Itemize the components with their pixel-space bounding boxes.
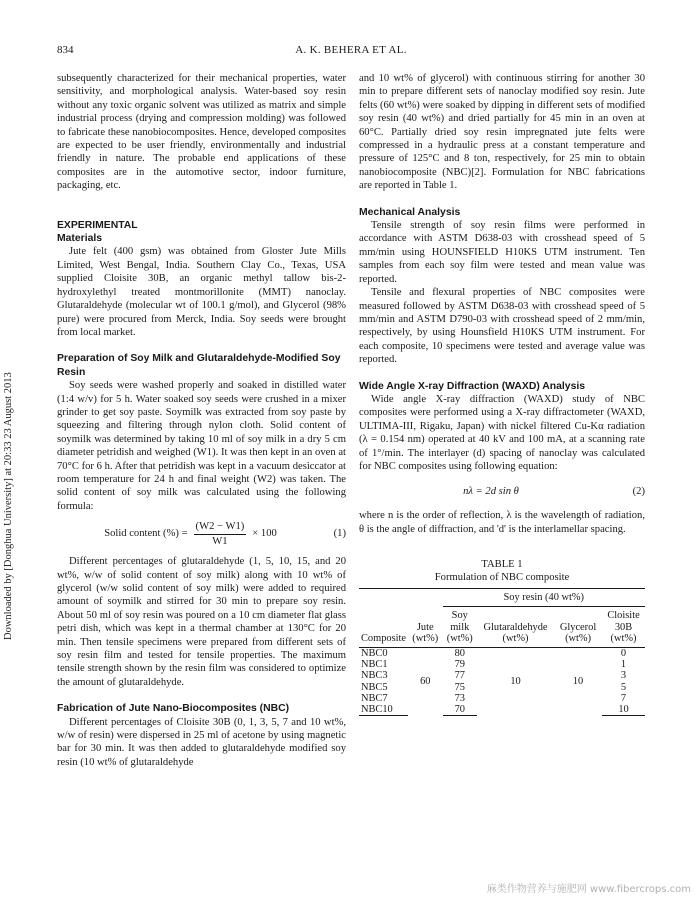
- table-caption: [359, 558, 645, 584]
- cell-glutaraldehyde: 10: [510, 676, 521, 688]
- cell-cloisite: 5: [620, 681, 627, 693]
- equation-1-numerator: (W2 − W1): [194, 520, 247, 534]
- cell-cloisite: 10: [602, 704, 645, 716]
- mechanical-paragraph-2: Tensile and flexural properties of NBC composites were measured followed by ASTM D638-03 with crosshead speed of 5 mm/min and ASTM D790-03 with crosshead speed of 2 mm/min, respectively, by using Hounsfield H10KS UTM instrument. For each composite, 10 specimens were tested and average value was reported.: [359, 287, 645, 366]
- section-heading-waxd: Wide Angle X-ray Diffraction (WAXD) Analysis: [359, 380, 586, 392]
- section-heading-fabrication: Fabrication of Jute Nano-Biocomposites (NBC): [57, 703, 290, 715]
- fabrication-continued-paragraph: and 10 wt% of glycerol) with continuous stirring for another 30 min to prepare different sets of nanoclay modified soy resin. Jute felts (60 wt%) were soaked by dipping in different sets of modified soy resin (40 wt%) and dried partially for 45 min in an oven at 60°C. Partially dried soy resin impregnated jute felts were compressed in a hydraulic press at a constant temperature and pressure of 125°C and 8 ton, respectively, for 25 min to obtain nanobiocomposite (NBC)[2]. Formulation for NBC fabrications are reported in Table 1.: [359, 73, 645, 192]
- cell-jute: 60: [420, 676, 431, 688]
- section-heading-mechanical: Mechanical Analysis: [359, 206, 461, 218]
- materials-paragraph: Jute felt (400 gsm) was obtained from Gloster Jute Mills Limited, West Bengal, India. Southern Clay Co., Texas, USA supplied Cloisite 30B, an organic methyl tallow bis-2-hydroxylethyl treated montmorillonite (MMT) nanoclay. Glutaraldehyde (molecular wt of 100.1 g/mol), and Glycerol (98% pure) were procured from Merck, India. Soy seeds were brought from local market.: [57, 246, 346, 338]
- cell-composite: NBC0: [361, 648, 388, 659]
- left-column: [57, 72, 346, 769]
- equation-1-fraction: [194, 520, 247, 548]
- table-label: TABLE 1: [481, 559, 523, 571]
- cell-composite: NBC10: [359, 704, 408, 716]
- table-title: Formulation of NBC composite: [434, 572, 570, 584]
- equation-1-lhs: Solid content (%) =: [104, 528, 188, 540]
- cell-soy-milk: 79: [454, 659, 465, 671]
- page-number: 834: [57, 44, 74, 56]
- cell-cloisite: 1: [620, 659, 627, 671]
- column-header-composite: Composite: [359, 607, 408, 648]
- equation-2: [359, 479, 645, 503]
- right-column: [359, 72, 645, 716]
- cell-soy-milk: 77: [454, 670, 465, 682]
- equation-1-number: (1): [333, 528, 346, 540]
- waxd-paragraph: Wide angle X-ray diffraction (WAXD) study of NBC composites were performed using a X-ray diffractometer (WAXD, ULTIMA-III, Rigaku, Japan) with nickel filtered Cu-Kα radiation (λ = 0.154 nm) operated at 40 kV and 100 mA, at a scanning rate of 1°/min. The interlayer (d) spacing of nanoclay was calculated for NBC composites using following equation:: [359, 393, 645, 472]
- running-head: A. K. BEHERA ET AL.: [295, 44, 407, 56]
- cell-soy-milk: 70: [443, 704, 477, 716]
- table-group-header: Soy resin (40 wt%): [443, 589, 645, 607]
- cell-soy-milk: 75: [454, 681, 465, 693]
- section-heading-experimental: EXPERIMENTAL: [57, 219, 138, 231]
- cell-soy-milk: 73: [454, 692, 465, 704]
- cell-composite: NBC1: [361, 659, 388, 671]
- cell-composite: NBC3: [361, 670, 388, 682]
- preparation-paragraph: Soy seeds were washed properly and soaked in distilled water (1:4 w/v) for 5 h. Water soaked soy seeds were crushed in a mixer grinder to get soy paste. Soymilk was extracted from soy paste by squeezing and filtering through nylon cloth. Solid content of soymilk was determined by taking 10 ml of soy milk in a dry 5 cm diameter petridish and weighed (W1). It was then kept in an oven at 70°C for 6 h. After that petridish was kept in a vacuum desiccator at room temperature for 24 h and final weight (W2) was taken. The solid content of soy milk was calculated using the following formula:: [57, 380, 346, 512]
- site-watermark: 麻类作物营养与施肥网 www.fibercrops.com: [486, 884, 691, 895]
- equation-1: [57, 517, 346, 551]
- fabrication-paragraph: Different percentages of Cloisite 30B (0, 1, 3, 5, 7 and 10 wt%, w/w of resin) were dispersed in 25 ml of acetone by using magnetic bar for 30 min. It was then added to glutaraldehyde modified soy resin (10 wt% of glutaraldehyde: [57, 716, 346, 768]
- cell-composite: NBC7: [361, 692, 388, 704]
- mechanical-paragraph-1: Tensile strength of soy resin films were performed in accordance with ASTM D638-03 with crosshead speed of 5 mm/min using HOUNSFIELD H10KS UTM instrument. Ten samples from each soy film were tested and mean value was reported.: [359, 220, 645, 285]
- equation-2-body: nλ = 2d sin θ: [463, 485, 519, 497]
- column-header-glutaraldehyde: Glutaraldehyde (wt%): [477, 607, 554, 648]
- column-header-soy-milk: Soy milk (wt%): [443, 607, 477, 648]
- column-header-glycerol: Glycerol (wt%): [554, 607, 602, 648]
- cell-soy-milk: 80: [454, 648, 465, 659]
- table-row: [359, 648, 645, 660]
- cell-cloisite: 0: [620, 648, 627, 659]
- page-header: [57, 44, 645, 58]
- column-header-cloisite: Cloisite 30B (wt%): [602, 607, 645, 648]
- section-heading-materials: Materials: [57, 233, 103, 245]
- cell-glycerol: 10: [572, 676, 584, 688]
- glutaraldehyde-paragraph: Different percentages of glutaraldehyde (1, 5, 10, 15, and 20 wt%, w/w of solid content of soy milk) along with 10 wt% of glycerol (w/w solid content of soy milk) were added to required amount of soymilk and stirred for 30 min to prepare soy resin. About 50 ml of soy resin was poured on a 10 cm diameter flat glass petri dish, which was kept in a thermal chamber at 130°C for 20 min. Then tensile specimens were prepared from different sets of soy resin film and tested for tensile properties. The maximum tensile strength shown by the resin film was considered to optimize the amount of glutaraldehyde.: [57, 556, 346, 688]
- formulation-table: [359, 588, 645, 716]
- cell-cloisite: 3: [620, 670, 627, 682]
- equation-2-explanation: where n is the order of reflection, λ is the wavelength of radiation, θ is the angle of diffraction, and 'd' is the interlamellar spacing.: [359, 510, 645, 535]
- intro-paragraph: subsequently characterized for their mechanical properties, water sensitivity, and morphological analysis. Water-based soy resin without any toxic organic solvent was utilized as matrix and simple industrial process (drying and compression molding) was followed to fabricate these nanobiocomposites. Hence, developed composites are expected to be user friendly, environmentally and industrial friendly in nature. The probable end applications of these composites are in the automotive sector, indoor furniture, packaging, etc.: [57, 73, 346, 192]
- column-header-jute: Jute (wt%): [408, 607, 442, 648]
- download-notice: Downloaded by [Donghua University] at 20:33 23 August 2013: [3, 372, 14, 640]
- cell-cloisite: 7: [620, 692, 627, 704]
- section-heading-preparation: Preparation of Soy Milk and Glutaraldehyde-Modified Soy Resin: [57, 353, 341, 378]
- cell-composite: NBC5: [361, 681, 388, 693]
- equation-2-number: (2): [632, 485, 645, 497]
- equation-1-rhs: × 100: [252, 528, 277, 540]
- equation-1-denominator: W1: [212, 535, 228, 547]
